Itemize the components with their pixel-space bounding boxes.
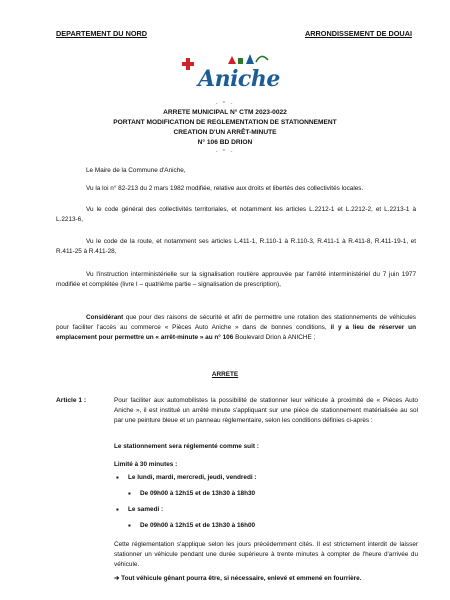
saturday-hours: ▪ De 09h00 à 12h15 et de 13h30 à 16h00 (140, 522, 255, 529)
vu-paragraph-1: Vu la loi n° 82-213 du 2 mars 1982 modifiée, relative aux droits et libertés des collectivités locales. (86, 185, 364, 192)
red-cross-icon (182, 58, 194, 70)
vu-paragraph-3: Vu le code de la route, et notamment ses articles L.411-1, R.110-1 à R.110-3, R.411-1 à R.411-8, R.411-19-1, et R.411-25 à R.411-28, (56, 238, 416, 256)
article-1-label: Article 1 : (56, 397, 87, 404)
ornament-top: - * - (215, 101, 235, 107)
considerant-text-2: Boulevard Drion à ANICHE ; (233, 334, 316, 342)
article-1-intro: Pour faciliter aux automobilistes la possibilité de stationner leur véhicule à proximité de « Pièces Auto Aniche », il est institué un arrêté minute s'appliquant sur une pièce de stationnement matérialisée au sol par une peinture bleue et un panneau réglementaire, selon les conditions définies ci-après : (114, 397, 418, 425)
vu-paragraph-2: Vu le code général des collectivités territoriales, et notamment les articles L.2212-1 et L.2212-2, et L.2213-1 à L.2213-6, (56, 206, 416, 224)
mayor-line: Le Maire de la Commune d'Aniche, (86, 167, 186, 174)
town-skyline-icon (226, 50, 270, 66)
aniche-logo (178, 48, 278, 96)
arrow-right-icon: ➔ (114, 575, 122, 582)
title-line-2: PORTANT MODIFICATION DE REGLEMENTATION DE STATIONNEMENT (113, 119, 337, 126)
title-line-1: ARRETE MUNICIPAL N° CTM 2023-0022 (163, 109, 287, 116)
weekday-label: ▪ Le lundi, mardi, mercredi, jeudi, vendredi : (128, 474, 257, 481)
considerant-text-1: que pour des raisons de sécurité et afin de permettre une rotation des stationnements de véhicules pour faciliter l'accès au commerce « Pièces Auto Aniche » dans de bonnes conditions, (56, 314, 416, 332)
time-limit: Limité à 30 minutes : (114, 461, 178, 468)
vu-paragraph-4: Vu l'instruction interministérielle sur la signalisation routière approuvée par l'arrêté interministériel du 7 juin 1977 modifiée et complétée (livre I – quatrième partie – signalisation de prescription), (56, 271, 416, 289)
decree-title (0, 108, 450, 148)
regulation-heading: Le stationnement sera réglementé comme suit : (114, 443, 259, 450)
considerant-paragraph (56, 313, 416, 344)
considerant-lead: Considérant (86, 314, 124, 321)
ornament-bottom: - * - (215, 149, 235, 155)
department-header: DEPARTEMENT DU NORD (56, 29, 148, 38)
arrondissement-header: ARRONDISSEMENT DE DOUAI (304, 29, 412, 38)
considerant-bold-2: il y a lieu de réserver un emplacement pour permettre un « arrêt-minute » au n° 106 (56, 324, 416, 342)
towing-notice-text: Tout véhicule gênant pourra être, si nécessaire, enlevé et emmené en fourrière. (121, 575, 362, 582)
logo-text: Aniche (198, 66, 280, 92)
towing-notice (114, 574, 424, 584)
saturday-label: ▪ Le samedi : (128, 506, 163, 513)
arrete-heading: ARRETE (211, 371, 239, 378)
title-line-3: CREATION D'UN ARRÊT-MINUTE (173, 129, 277, 136)
regulation-text: Cette réglementation s'applique selon les jours précédemment cités. Il est strictement interdit de laisser stationner un véhicule pendant une durée supérieure à trente minutes à compter de l'heure d'arrivée du véhicule. (114, 541, 418, 569)
weekday-hours: ▪ De 09h00 à 12h15 et de 13h30 à 18h30 (140, 490, 255, 497)
title-line-4: N° 106 BD DRION (197, 139, 253, 146)
